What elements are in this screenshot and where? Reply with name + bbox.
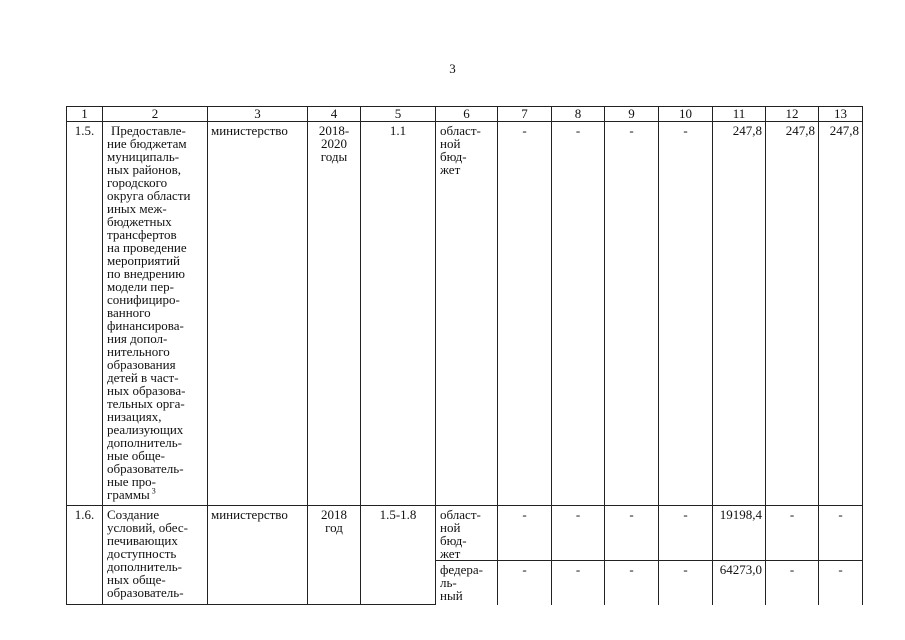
column-header: 9 <box>605 107 659 122</box>
value-cell: 247,8 <box>766 122 819 506</box>
column-header: 6 <box>436 107 498 122</box>
value-cell: - <box>498 122 552 506</box>
column-header: 5 <box>361 107 436 122</box>
value-cell: - <box>605 506 659 561</box>
value-cell: - <box>498 561 552 605</box>
value-cell: - <box>659 506 713 561</box>
row-name-cell <box>103 122 208 506</box>
column-header: 1 <box>67 107 103 122</box>
funding-source: област- ной бюд- жет <box>436 506 498 561</box>
row-name: Предоставле- ние бюджетам муниципаль- ных районов, городского округа области иных меж- бюджетных трансфертов на проведение мероприятий по внедрению модели пер- сонифициро- ванного финансирова- ния допол- нительного образования детей в част- ных образова- тельных орга- низациях, реализующих дополнитель- ные обще- образователь- ные про- граммы <box>107 123 191 502</box>
value-cell: - <box>552 506 605 561</box>
executor: министерство <box>208 506 308 605</box>
column-header: 12 <box>766 107 819 122</box>
column-header: 2 <box>103 107 208 122</box>
row-name: Создание условий, обес- печивающих доступность дополнитель- ных обще- образователь- <box>103 506 208 605</box>
value-cell: - <box>766 506 819 561</box>
column-header: 8 <box>552 107 605 122</box>
column-header: 13 <box>819 107 863 122</box>
table-row <box>67 506 863 561</box>
value-cell: 19198,4 <box>713 506 766 561</box>
page-number: 3 <box>449 61 456 76</box>
column-header: 11 <box>713 107 766 122</box>
row-number: 1.5. <box>67 122 103 506</box>
column-header: 7 <box>498 107 552 122</box>
budget-table <box>66 106 863 605</box>
footnote-mark: 3 <box>151 486 156 496</box>
value-cell: - <box>819 506 863 561</box>
value-cell: - <box>819 561 863 605</box>
years: 2018 год <box>308 506 361 605</box>
value-cell: - <box>659 561 713 605</box>
value-cell: 247,8 <box>713 122 766 506</box>
value-cell: - <box>659 122 713 506</box>
value-cell: - <box>552 561 605 605</box>
column-header: 4 <box>308 107 361 122</box>
table-row <box>67 122 863 506</box>
funding-source: федера- ль- ный <box>436 561 498 605</box>
column-header: 3 <box>208 107 308 122</box>
value-cell: - <box>766 561 819 605</box>
column-number-row <box>67 107 863 122</box>
value-cell: - <box>605 561 659 605</box>
indicator: 1.1 <box>361 122 436 506</box>
value-cell: - <box>498 506 552 561</box>
years: 2018- 2020 годы <box>308 122 361 506</box>
row-number: 1.6. <box>67 506 103 605</box>
column-header: 10 <box>659 107 713 122</box>
value-cell: 247,8 <box>819 122 863 506</box>
indicator: 1.5-1.8 <box>361 506 436 605</box>
value-cell: 64273,0 <box>713 561 766 605</box>
executor: министерство <box>208 122 308 506</box>
value-cell: - <box>605 122 659 506</box>
value-cell: - <box>552 122 605 506</box>
funding-source: област- ной бюд- жет <box>436 122 498 506</box>
